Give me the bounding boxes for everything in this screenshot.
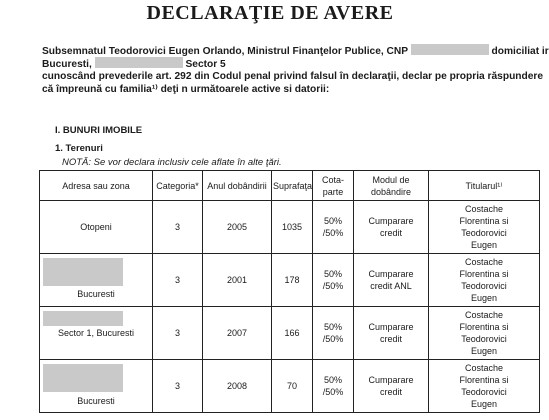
share-part-2: /50% bbox=[322, 334, 344, 344]
mode-line-2: credit bbox=[379, 334, 402, 344]
sector-text: Sector 5 bbox=[185, 59, 226, 70]
share-part-2: /50% bbox=[322, 281, 344, 291]
share-part-2: /50% bbox=[322, 228, 344, 238]
address-text: Otopeni bbox=[80, 222, 112, 232]
mode-line-2: credit ANL bbox=[370, 281, 412, 291]
holder-line-2: Florentina si bbox=[459, 216, 509, 226]
share-part-1: 50% bbox=[323, 375, 342, 385]
mode-cell bbox=[354, 360, 429, 413]
mode-line-1: Cumparare bbox=[368, 375, 414, 385]
share-part-1: 50% bbox=[323, 269, 342, 279]
holder-line-3: Teodorovici bbox=[461, 387, 507, 397]
year-cell: 2001 bbox=[203, 254, 272, 307]
mode-cell bbox=[354, 254, 429, 307]
table-row bbox=[40, 360, 540, 413]
category-cell: 3 bbox=[153, 307, 203, 360]
holder-line-3: Teodorovici bbox=[461, 281, 507, 291]
note-text: NOTĂ: Se vor declara inclusiv cele aflate în alte ţări. bbox=[62, 157, 282, 168]
share-part-1: 50% bbox=[323, 216, 342, 226]
holder-line-1: Costache bbox=[464, 363, 504, 373]
mode-cell bbox=[354, 201, 429, 254]
land-assets-table bbox=[39, 170, 540, 413]
header-address: Adresa sau zona bbox=[40, 171, 153, 201]
holder-line-3: Teodorovici bbox=[461, 334, 507, 344]
holder-line-1: Costache bbox=[464, 257, 504, 267]
redacted-address-block bbox=[43, 364, 123, 392]
holder-line-2: Florentina si bbox=[459, 269, 509, 279]
holder-line-3: Teodorovici bbox=[461, 228, 507, 238]
year-cell: 2007 bbox=[203, 307, 272, 360]
declarant-text: Subsemnatul Teodorovici Eugen Orlando, Ministrul Finanţelor Publice, CNP bbox=[42, 46, 408, 57]
table-header-row bbox=[40, 171, 540, 201]
table-row bbox=[40, 254, 540, 307]
table-row bbox=[40, 201, 540, 254]
holder-line-1: Costache bbox=[464, 204, 504, 214]
address-cell bbox=[40, 201, 153, 254]
domicile-text: domiciliat ir bbox=[491, 46, 549, 57]
area-cell: 70 bbox=[272, 360, 313, 413]
declarant-line bbox=[42, 44, 549, 58]
holder-line-1: Costache bbox=[464, 310, 504, 320]
category-cell: 3 bbox=[153, 201, 203, 254]
subsection-heading: 1. Terenuri bbox=[55, 143, 103, 154]
header-mode: Modul de dobândire bbox=[354, 171, 429, 201]
year-cell: 2005 bbox=[203, 201, 272, 254]
holder-line-2: Florentina si bbox=[459, 322, 509, 332]
share-cell bbox=[313, 201, 354, 254]
table-row bbox=[40, 307, 540, 360]
share-cell bbox=[313, 307, 354, 360]
share-part-2: /50% bbox=[322, 387, 344, 397]
address-text: Sector 1, Bucuresti bbox=[57, 328, 135, 338]
holder-line-4: Eugen bbox=[470, 346, 498, 356]
mode-line-2: credit bbox=[379, 387, 402, 397]
holder-cell bbox=[429, 307, 540, 360]
share-cell bbox=[313, 254, 354, 307]
address-cell bbox=[40, 254, 153, 307]
address-text: Bucuresti bbox=[77, 289, 115, 299]
holder-line-4: Eugen bbox=[470, 293, 498, 303]
address-line bbox=[42, 57, 534, 71]
header-area: Suprafaţa bbox=[272, 171, 313, 201]
header-holder: Titularul¹⁾ bbox=[429, 171, 540, 201]
mode-line-1: Cumparare bbox=[368, 216, 414, 226]
holder-cell bbox=[429, 254, 540, 307]
share-part-1: 50% bbox=[323, 322, 342, 332]
header-share: Cota-parte bbox=[313, 171, 354, 201]
holder-cell bbox=[429, 201, 540, 254]
area-cell: 1035 bbox=[272, 201, 313, 254]
area-cell: 166 bbox=[272, 307, 313, 360]
address-cell bbox=[40, 307, 153, 360]
header-year: Anul dobândirii bbox=[203, 171, 272, 201]
family-assets-line: că împreună cu familia¹⁾ deţi n următoarele active si datorii: bbox=[42, 84, 330, 95]
holder-line-4: Eugen bbox=[470, 240, 498, 250]
mode-line-2: credit bbox=[379, 228, 402, 238]
mode-line-1: Cumparare bbox=[368, 322, 414, 332]
redacted-address bbox=[95, 57, 183, 68]
mode-cell bbox=[354, 307, 429, 360]
holder-line-4: Eugen bbox=[470, 399, 498, 409]
address-text: Bucuresti bbox=[77, 396, 115, 406]
redacted-address-block bbox=[43, 258, 123, 286]
header-category: Categoria* bbox=[153, 171, 203, 201]
category-cell: 3 bbox=[153, 360, 203, 413]
mode-line-1: Cumparare bbox=[368, 269, 414, 279]
area-cell: 178 bbox=[272, 254, 313, 307]
category-cell: 3 bbox=[153, 254, 203, 307]
city-text: Bucuresti, bbox=[42, 59, 92, 70]
holder-cell bbox=[429, 360, 540, 413]
legal-statement-line: cunoscând prevederile art. 292 din Codul penal privind falsul în declaraţii, declar pe propria răspundere bbox=[42, 71, 544, 82]
holder-line-2: Florentina si bbox=[459, 375, 509, 385]
redacted-address-block bbox=[43, 311, 123, 326]
document-title: DECLARAŢIE DE AVERE bbox=[146, 2, 394, 24]
section-heading: I. BUNURI IMOBILE bbox=[55, 125, 143, 136]
year-cell: 2008 bbox=[203, 360, 272, 413]
address-cell bbox=[40, 360, 153, 413]
redacted-cnp bbox=[411, 44, 489, 55]
share-cell bbox=[313, 360, 354, 413]
